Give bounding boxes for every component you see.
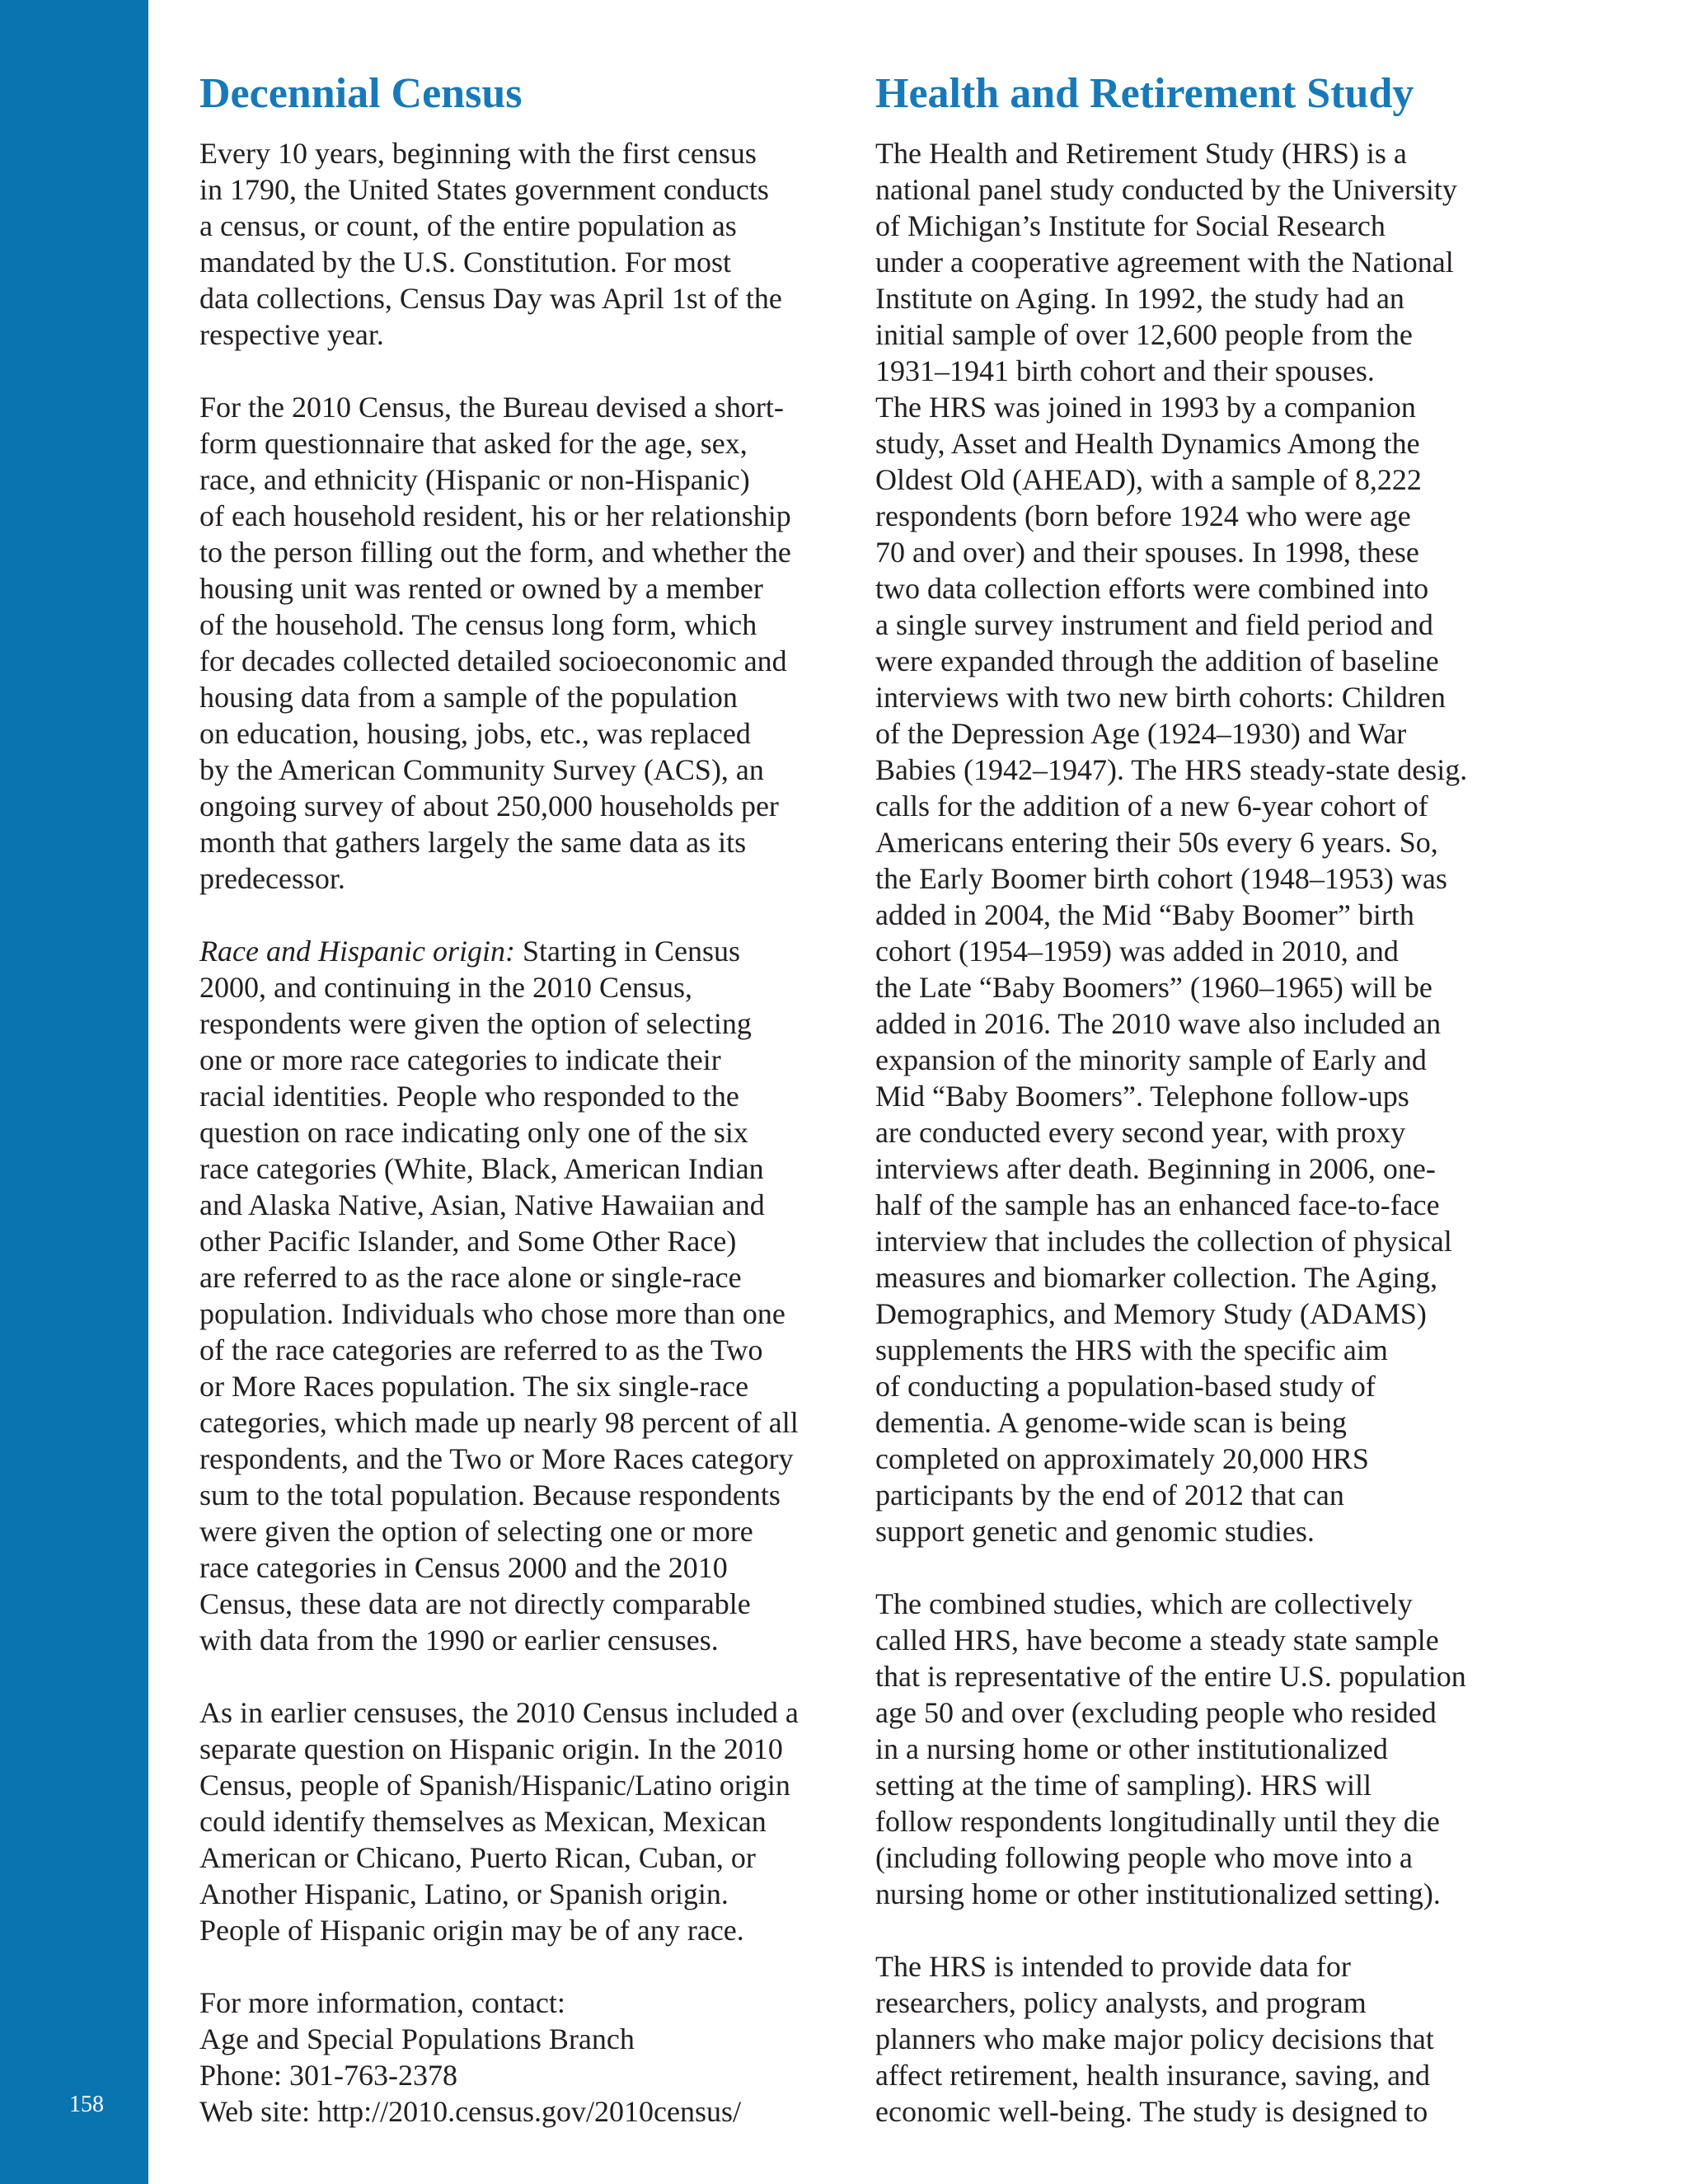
hrs-purpose-paragraph: The HRS is intended to provide data for researchers, policy analysts, and program planners who make major policy decisions that affect retirement, health insurance, saving, and economic well-being. The study is designed to <box>875 1950 1434 2128</box>
contact-block <box>199 1985 826 2130</box>
contact-website: Web site: http://2010.census.gov/2010census/ <box>199 2095 742 2128</box>
section-heading-health-retirement-study: Health and Retirement Study <box>875 70 1414 117</box>
race-hispanic-origin-text: Starting in Census 2000, and continuing in the 2010 Census, respondents were given the option of selecting one or more race categories to indicate their racial identities. People who responded to the question on race indicating only one of the six race categories (White, Black, American Indian and Alaska Native, Asian, Native Hawaiian and other Pacific Islander, and Some Other Race) are referred to as the race alone or single-race population. Individuals who chose more than one of the race categories are referred to as the Two or More Races population. The six single-race categories, which made up nearly 98 percent of all respondents, and the Two or More Races category sum to the total population. Because respondents were given the option of selecting one or more race categories in Census 2000 and the 2010 Census, these data are not directly comparable with data from the 1990 or earlier censuses. <box>199 935 799 1657</box>
race-hispanic-origin-label: Race and Hispanic origin: <box>199 935 515 968</box>
page-sidebar-band <box>0 0 148 2184</box>
contact-phone: Phone: 301-763-2378 <box>199 2059 457 2092</box>
page-number: 158 <box>69 2092 104 2117</box>
hispanic-origin-paragraph: As in earlier censuses, the 2010 Census included a separate question on Hispanic origin. In the 2010 Census, people of Spanish/Hispanic/Latino origin could identify themselves as Mexican, Mexican American or Chicano, Puerto Rican, Cuban, or Another Hispanic, Latino, or Spanish origin. People of Hispanic origin may be of any race. <box>199 1696 799 1947</box>
race-hispanic-origin-paragraph <box>199 933 826 1658</box>
hrs-overview-paragraph: The Health and Retirement Study (HRS) is a national panel study conducted by the University of Michigan’s Institute for Social Research under a cooperative agreement with the National Institute on Aging. In 1992, the study had an initial sample of over 12,600 people from the 1931–1941 birth cohort and their spouses. The HRS was joined in 1993 by a companion study, Asset and Health Dynamics Among the Oldest Old (AHEAD), with a sample of 8,222 respondents (born before 1924 who were age 70 and over) and their spouses. In 1998, these two data collection efforts were combined into a single survey instrument and field period and were expanded through the addition of baseline interviews with two new birth cohorts: Children of the Depression Age (1924–1930) and War Babies (1942–1947). The HRS steady-state desig. calls for the addition of a new 6-year cohort of Americans entering their 50s every 6 years. So, the Early Boomer birth cohort (1948–1953) was added in 2004, the Mid “Baby Boomer” birth cohort (1954–1959) was added in 2010, and the Late “Baby Boomers” (1960–1965) will be added in 2016. The 2010 wave also included an expansion of the minority sample of Early and Mid “Baby Boomers”. Telephone follow-ups are conducted every second year, with proxy interviews after death. Beginning in 2006, one- half of the sample has an enhanced face-to-face interview that includes the collection of physical measures and biomarker collection. The Aging, Demographics, and Memory Study (ADAMS) supplements the HRS with the specific aim of conducting a population-based study of dementia. A genome-wide scan is being completed on approximately 20,000 HRS participants by the end of 2012 that can support genetic and genomic studies. <box>875 137 1468 1548</box>
right-column <box>875 64 1502 2130</box>
contact-branch: Age and Special Populations Branch <box>199 2022 635 2055</box>
hrs-combined-studies-paragraph: The combined studies, which are collectively called HRS, have become a steady state sample that is representative of the entire U.S. population age 50 and over (excluding people who resided in a nursing home or other institutionalized setting at the time of sampling). HRS will follow respondents longitudinally until they die (including following people who move into a nursing home or other institutionalized setting). <box>875 1587 1466 1910</box>
census-intro-paragraph: Every 10 years, beginning with the first census in 1790, the United States government conducts a census, or count, of the entire population as mandated by the U.S. Constitution. For most data collections, Census Day was April 1st of the respective year. <box>199 137 782 351</box>
contact-intro: For more information, contact: <box>199 1986 565 2019</box>
section-heading-decennial-census: Decennial Census <box>199 70 523 117</box>
census-2010-form-paragraph: For the 2010 Census, the Bureau devised a short- form questionnaire that asked for the age, sex, race, and ethnicity (Hispanic or non-Hispanic) of each household resident, his or her relationship to the person filling out the form, and whether the housing unit was rented or owned by a member of the household. The census long form, which for decades collected detailed socioeconomic and housing data from a sample of the population on education, housing, jobs, etc., was replaced by the American Community Survey (ACS), an ongoing survey of about 250,000 households per month that gathers largely the same data as its predecessor. <box>199 391 791 895</box>
left-column <box>199 64 826 2130</box>
